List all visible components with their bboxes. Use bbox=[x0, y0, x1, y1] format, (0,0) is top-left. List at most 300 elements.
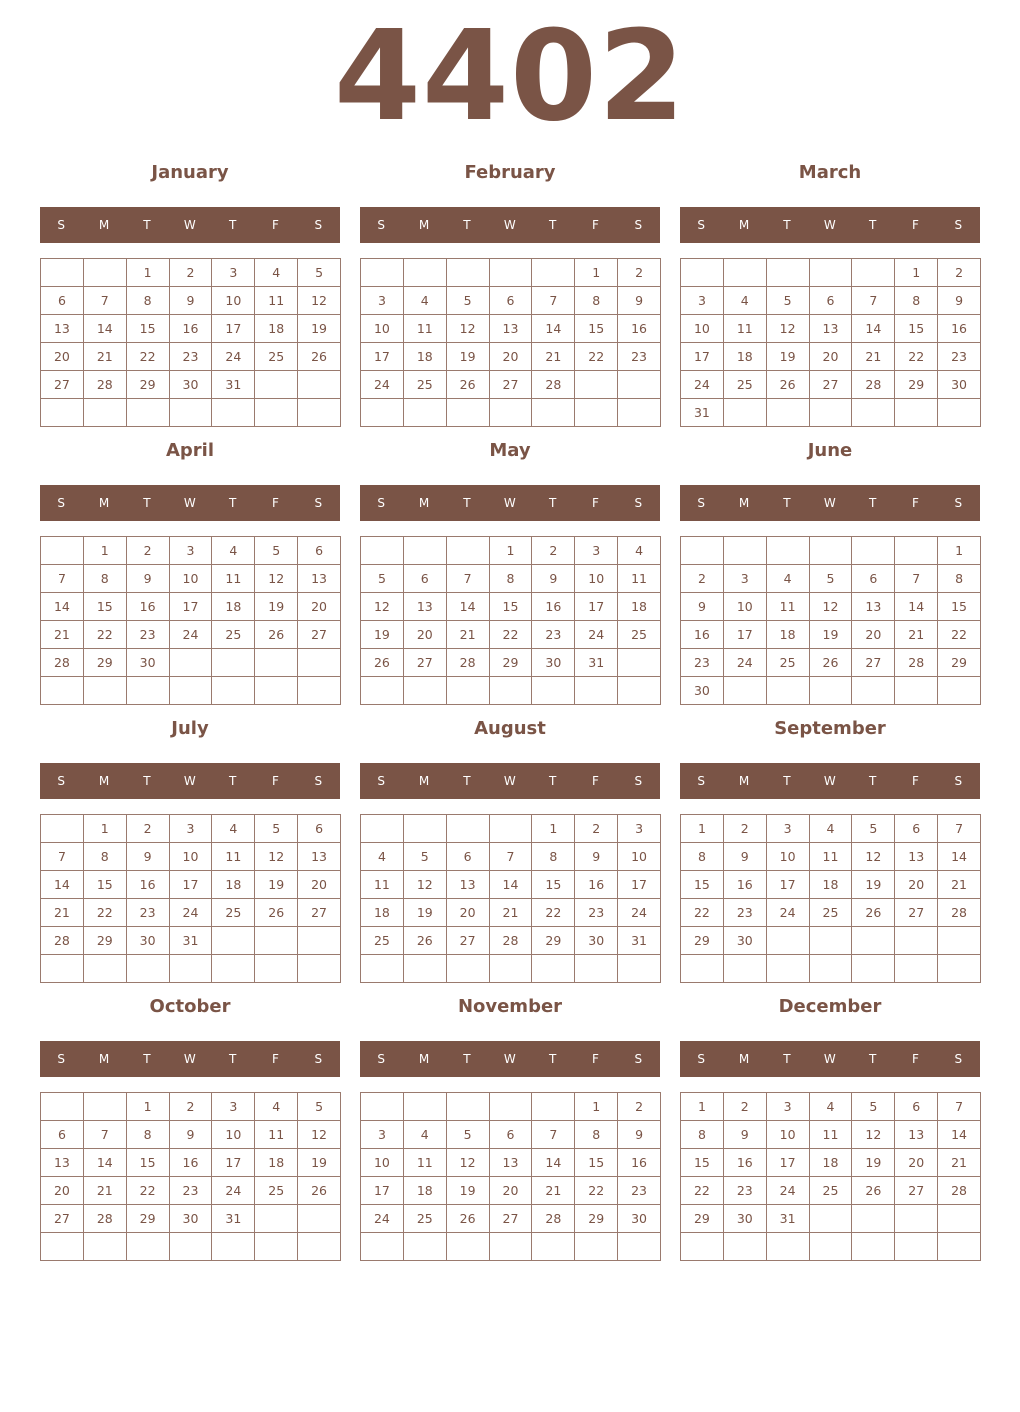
day-cell: 2 bbox=[532, 537, 575, 565]
day-cell bbox=[618, 399, 661, 427]
day-cell: 18 bbox=[255, 1149, 298, 1177]
weekday-label: S bbox=[377, 218, 386, 232]
day-cell bbox=[170, 1233, 213, 1261]
day-cell bbox=[298, 1205, 341, 1233]
day-cell bbox=[895, 927, 938, 955]
day-cell: 7 bbox=[490, 843, 533, 871]
day-cell bbox=[810, 399, 853, 427]
day-cell: 5 bbox=[361, 565, 404, 593]
day-cell: 18 bbox=[361, 899, 404, 927]
day-cell: 26 bbox=[298, 1177, 341, 1205]
day-cell bbox=[41, 1233, 84, 1261]
day-cell: 29 bbox=[681, 927, 724, 955]
day-cell: 8 bbox=[490, 565, 533, 593]
day-cell: 14 bbox=[84, 1149, 127, 1177]
day-cell: 20 bbox=[490, 343, 533, 371]
weekday-label: F bbox=[272, 218, 280, 232]
day-cell: 11 bbox=[404, 315, 447, 343]
weekday-label: T bbox=[463, 496, 472, 510]
day-cell: 28 bbox=[852, 371, 895, 399]
day-cell: 26 bbox=[447, 371, 490, 399]
day-cell: 13 bbox=[41, 315, 84, 343]
day-cell: 3 bbox=[767, 1093, 810, 1121]
day-cell: 5 bbox=[852, 1093, 895, 1121]
day-cell: 16 bbox=[724, 1149, 767, 1177]
day-cell: 19 bbox=[852, 1149, 895, 1177]
day-cell: 6 bbox=[895, 1093, 938, 1121]
weekday-label: T bbox=[228, 496, 237, 510]
day-cell: 1 bbox=[532, 815, 575, 843]
day-cell bbox=[681, 1233, 724, 1261]
day-cell: 22 bbox=[681, 1177, 724, 1205]
day-cell: 30 bbox=[724, 927, 767, 955]
day-cell bbox=[212, 1233, 255, 1261]
weekday-label: S bbox=[634, 1052, 643, 1066]
day-cell bbox=[127, 677, 170, 705]
day-cell: 3 bbox=[618, 815, 661, 843]
day-cell: 6 bbox=[41, 287, 84, 315]
day-cell bbox=[810, 1233, 853, 1261]
day-cell bbox=[212, 399, 255, 427]
day-cell: 27 bbox=[895, 899, 938, 927]
day-cell bbox=[298, 399, 341, 427]
day-cell bbox=[895, 1205, 938, 1233]
day-cell: 3 bbox=[575, 537, 618, 565]
day-cell: 4 bbox=[212, 815, 255, 843]
day-cell bbox=[895, 399, 938, 427]
day-cell: 19 bbox=[255, 593, 298, 621]
day-cell: 3 bbox=[212, 259, 255, 287]
day-cell: 23 bbox=[170, 343, 213, 371]
day-cell: 8 bbox=[575, 1121, 618, 1149]
weekday-label: S bbox=[57, 218, 66, 232]
day-cell bbox=[532, 399, 575, 427]
day-cell: 9 bbox=[724, 1121, 767, 1149]
weekday-label: T bbox=[463, 218, 472, 232]
weekday-label: S bbox=[314, 218, 323, 232]
day-cell: 18 bbox=[212, 593, 255, 621]
day-cell bbox=[447, 1233, 490, 1261]
day-cell: 21 bbox=[938, 871, 981, 899]
month-name: October bbox=[149, 996, 231, 1017]
day-cell bbox=[255, 399, 298, 427]
day-cell: 26 bbox=[447, 1205, 490, 1233]
day-cell: 14 bbox=[490, 871, 533, 899]
days-grid bbox=[680, 536, 981, 705]
day-cell bbox=[575, 371, 618, 399]
day-cell: 1 bbox=[127, 259, 170, 287]
day-cell: 29 bbox=[575, 1205, 618, 1233]
day-cell: 4 bbox=[810, 815, 853, 843]
day-cell bbox=[298, 677, 341, 705]
weekday-label: F bbox=[912, 218, 920, 232]
weekday-label: T bbox=[143, 496, 152, 510]
day-cell: 4 bbox=[618, 537, 661, 565]
weekday-label: T bbox=[783, 774, 792, 788]
day-cell: 4 bbox=[404, 1121, 447, 1149]
month-name: May bbox=[489, 440, 531, 461]
weekday-label: W bbox=[503, 218, 517, 232]
day-cell: 30 bbox=[127, 649, 170, 677]
weekday-header bbox=[360, 485, 660, 521]
day-cell: 20 bbox=[298, 593, 341, 621]
day-cell: 23 bbox=[618, 1177, 661, 1205]
day-cell: 30 bbox=[724, 1205, 767, 1233]
day-cell: 16 bbox=[575, 871, 618, 899]
day-cell: 18 bbox=[404, 343, 447, 371]
day-cell: 23 bbox=[938, 343, 981, 371]
weekday-label: T bbox=[783, 496, 792, 510]
day-cell: 7 bbox=[41, 565, 84, 593]
day-cell bbox=[41, 537, 84, 565]
weekday-header bbox=[680, 207, 980, 243]
day-cell bbox=[298, 371, 341, 399]
day-cell: 21 bbox=[447, 621, 490, 649]
day-cell bbox=[170, 677, 213, 705]
day-cell: 12 bbox=[298, 287, 341, 315]
day-cell: 7 bbox=[41, 843, 84, 871]
day-cell: 21 bbox=[41, 621, 84, 649]
day-cell: 27 bbox=[41, 371, 84, 399]
day-cell: 7 bbox=[532, 1121, 575, 1149]
day-cell bbox=[532, 1093, 575, 1121]
day-cell bbox=[767, 1233, 810, 1261]
day-cell bbox=[532, 259, 575, 287]
day-cell: 2 bbox=[127, 537, 170, 565]
weekday-label: T bbox=[228, 218, 237, 232]
day-cell: 20 bbox=[895, 871, 938, 899]
day-cell bbox=[938, 1233, 981, 1261]
day-cell: 13 bbox=[852, 593, 895, 621]
day-cell bbox=[618, 371, 661, 399]
day-cell: 22 bbox=[681, 899, 724, 927]
day-cell: 17 bbox=[681, 343, 724, 371]
weekday-label: F bbox=[592, 496, 600, 510]
day-cell: 19 bbox=[404, 899, 447, 927]
weekday-label: T bbox=[868, 774, 877, 788]
day-cell: 16 bbox=[938, 315, 981, 343]
weekday-label: F bbox=[272, 496, 280, 510]
day-cell bbox=[852, 1205, 895, 1233]
day-cell: 22 bbox=[575, 1177, 618, 1205]
day-cell: 21 bbox=[532, 343, 575, 371]
day-cell: 10 bbox=[212, 287, 255, 315]
day-cell bbox=[84, 677, 127, 705]
day-cell: 17 bbox=[618, 871, 661, 899]
day-cell bbox=[361, 815, 404, 843]
day-cell: 1 bbox=[938, 537, 981, 565]
day-cell: 31 bbox=[212, 1205, 255, 1233]
day-cell: 28 bbox=[41, 649, 84, 677]
day-cell: 11 bbox=[255, 1121, 298, 1149]
day-cell: 4 bbox=[212, 537, 255, 565]
weekday-label: W bbox=[503, 496, 517, 510]
weekday-header bbox=[680, 1041, 980, 1077]
day-cell: 13 bbox=[895, 843, 938, 871]
day-cell: 29 bbox=[490, 649, 533, 677]
day-cell: 2 bbox=[170, 259, 213, 287]
day-cell: 9 bbox=[127, 843, 170, 871]
day-cell: 1 bbox=[895, 259, 938, 287]
weekday-label: M bbox=[418, 774, 430, 788]
day-cell: 26 bbox=[852, 899, 895, 927]
month-name: December bbox=[778, 996, 882, 1017]
day-cell bbox=[490, 1093, 533, 1121]
days-grid bbox=[680, 1092, 981, 1261]
day-cell bbox=[895, 537, 938, 565]
day-cell: 12 bbox=[852, 1121, 895, 1149]
day-cell bbox=[895, 1233, 938, 1261]
day-cell bbox=[490, 955, 533, 983]
day-cell: 23 bbox=[127, 621, 170, 649]
day-cell: 15 bbox=[84, 871, 127, 899]
day-cell: 10 bbox=[767, 843, 810, 871]
day-cell: 7 bbox=[532, 287, 575, 315]
day-cell: 16 bbox=[618, 1149, 661, 1177]
day-cell: 24 bbox=[361, 371, 404, 399]
day-cell: 23 bbox=[575, 899, 618, 927]
day-cell bbox=[852, 399, 895, 427]
day-cell: 6 bbox=[490, 287, 533, 315]
day-cell: 18 bbox=[810, 1149, 853, 1177]
day-cell: 30 bbox=[170, 1205, 213, 1233]
day-cell: 16 bbox=[170, 1149, 213, 1177]
day-cell: 6 bbox=[895, 815, 938, 843]
day-cell bbox=[618, 677, 661, 705]
month-name: July bbox=[171, 718, 209, 739]
weekday-label: S bbox=[697, 218, 706, 232]
day-cell: 4 bbox=[255, 259, 298, 287]
day-cell bbox=[212, 677, 255, 705]
day-cell bbox=[41, 815, 84, 843]
day-cell bbox=[938, 955, 981, 983]
day-cell bbox=[895, 955, 938, 983]
day-cell: 25 bbox=[810, 1177, 853, 1205]
day-cell: 9 bbox=[127, 565, 170, 593]
day-cell bbox=[852, 927, 895, 955]
day-cell: 14 bbox=[447, 593, 490, 621]
day-cell: 28 bbox=[938, 1177, 981, 1205]
day-cell: 2 bbox=[724, 1093, 767, 1121]
day-cell: 30 bbox=[170, 371, 213, 399]
day-cell bbox=[938, 1205, 981, 1233]
day-cell bbox=[361, 955, 404, 983]
day-cell: 7 bbox=[84, 287, 127, 315]
day-cell: 28 bbox=[447, 649, 490, 677]
day-cell: 17 bbox=[170, 871, 213, 899]
day-cell bbox=[361, 537, 404, 565]
day-cell: 5 bbox=[852, 815, 895, 843]
day-cell: 12 bbox=[447, 1149, 490, 1177]
day-cell: 15 bbox=[681, 871, 724, 899]
day-cell: 29 bbox=[84, 649, 127, 677]
weekday-label: W bbox=[823, 496, 837, 510]
day-cell bbox=[41, 259, 84, 287]
weekday-label: M bbox=[738, 1052, 750, 1066]
day-cell bbox=[361, 259, 404, 287]
weekday-label: F bbox=[912, 496, 920, 510]
day-cell: 24 bbox=[767, 899, 810, 927]
day-cell bbox=[361, 1233, 404, 1261]
weekday-label: S bbox=[954, 1052, 963, 1066]
day-cell: 27 bbox=[810, 371, 853, 399]
day-cell: 12 bbox=[255, 565, 298, 593]
day-cell: 11 bbox=[404, 1149, 447, 1177]
day-cell bbox=[404, 399, 447, 427]
day-cell: 12 bbox=[447, 315, 490, 343]
day-cell: 16 bbox=[532, 593, 575, 621]
day-cell bbox=[767, 955, 810, 983]
day-cell: 18 bbox=[724, 343, 767, 371]
day-cell: 5 bbox=[255, 815, 298, 843]
day-cell: 20 bbox=[852, 621, 895, 649]
weekday-label: S bbox=[57, 496, 66, 510]
day-cell bbox=[532, 677, 575, 705]
day-cell: 25 bbox=[767, 649, 810, 677]
month-name: November bbox=[457, 996, 563, 1017]
day-cell: 20 bbox=[895, 1149, 938, 1177]
day-cell: 13 bbox=[490, 1149, 533, 1177]
day-cell: 18 bbox=[255, 315, 298, 343]
day-cell: 5 bbox=[810, 565, 853, 593]
day-cell: 14 bbox=[938, 1121, 981, 1149]
day-cell: 13 bbox=[895, 1121, 938, 1149]
day-cell: 20 bbox=[41, 343, 84, 371]
weekday-label: S bbox=[377, 496, 386, 510]
day-cell: 6 bbox=[298, 537, 341, 565]
day-cell: 9 bbox=[618, 287, 661, 315]
weekday-label: S bbox=[314, 1052, 323, 1066]
day-cell: 15 bbox=[127, 315, 170, 343]
days-grid bbox=[40, 1092, 341, 1261]
day-cell: 19 bbox=[852, 871, 895, 899]
month-name: August bbox=[474, 718, 546, 739]
day-cell: 3 bbox=[724, 565, 767, 593]
weekday-label: S bbox=[57, 774, 66, 788]
weekday-label: S bbox=[954, 218, 963, 232]
day-cell: 20 bbox=[404, 621, 447, 649]
day-cell bbox=[724, 955, 767, 983]
weekday-label: T bbox=[143, 218, 152, 232]
day-cell: 27 bbox=[490, 1205, 533, 1233]
day-cell: 22 bbox=[84, 899, 127, 927]
day-cell: 29 bbox=[532, 927, 575, 955]
day-cell: 1 bbox=[84, 815, 127, 843]
weekday-label: S bbox=[377, 1052, 386, 1066]
day-cell: 30 bbox=[575, 927, 618, 955]
weekday-label: W bbox=[183, 496, 197, 510]
day-cell bbox=[852, 955, 895, 983]
day-cell: 16 bbox=[618, 315, 661, 343]
weekday-label: T bbox=[548, 1052, 557, 1066]
day-cell: 2 bbox=[127, 815, 170, 843]
day-cell: 1 bbox=[490, 537, 533, 565]
day-cell bbox=[41, 399, 84, 427]
day-cell: 2 bbox=[575, 815, 618, 843]
day-cell bbox=[532, 1233, 575, 1261]
day-cell: 23 bbox=[170, 1177, 213, 1205]
day-cell: 30 bbox=[681, 677, 724, 705]
day-cell bbox=[618, 1233, 661, 1261]
day-cell: 19 bbox=[298, 315, 341, 343]
day-cell bbox=[255, 1205, 298, 1233]
weekday-label: S bbox=[634, 218, 643, 232]
day-cell bbox=[447, 259, 490, 287]
day-cell: 31 bbox=[170, 927, 213, 955]
day-cell: 14 bbox=[41, 871, 84, 899]
day-cell: 22 bbox=[938, 621, 981, 649]
day-cell: 14 bbox=[938, 843, 981, 871]
weekday-header bbox=[680, 485, 980, 521]
day-cell bbox=[810, 1205, 853, 1233]
weekday-label: S bbox=[377, 774, 386, 788]
weekday-label: M bbox=[98, 496, 110, 510]
day-cell bbox=[41, 955, 84, 983]
day-cell: 25 bbox=[361, 927, 404, 955]
day-cell: 17 bbox=[575, 593, 618, 621]
weekday-label: M bbox=[738, 218, 750, 232]
day-cell: 27 bbox=[852, 649, 895, 677]
day-cell: 10 bbox=[724, 593, 767, 621]
weekday-label: T bbox=[548, 496, 557, 510]
day-cell bbox=[447, 677, 490, 705]
days-grid bbox=[680, 258, 981, 427]
weekday-label: M bbox=[738, 496, 750, 510]
day-cell: 14 bbox=[852, 315, 895, 343]
day-cell bbox=[255, 649, 298, 677]
day-cell: 18 bbox=[212, 871, 255, 899]
day-cell: 12 bbox=[361, 593, 404, 621]
day-cell bbox=[681, 537, 724, 565]
day-cell bbox=[810, 955, 853, 983]
day-cell: 23 bbox=[681, 649, 724, 677]
weekday-header bbox=[680, 763, 980, 799]
weekday-header bbox=[40, 1041, 340, 1077]
day-cell: 27 bbox=[41, 1205, 84, 1233]
day-cell: 30 bbox=[938, 371, 981, 399]
month-name: April bbox=[165, 440, 215, 461]
day-cell bbox=[255, 927, 298, 955]
day-cell: 21 bbox=[84, 1177, 127, 1205]
day-cell bbox=[532, 955, 575, 983]
day-cell: 9 bbox=[575, 843, 618, 871]
day-cell bbox=[767, 399, 810, 427]
day-cell: 5 bbox=[298, 1093, 341, 1121]
day-cell: 7 bbox=[938, 1093, 981, 1121]
day-cell: 10 bbox=[361, 315, 404, 343]
weekday-label: F bbox=[592, 1052, 600, 1066]
weekday-label: W bbox=[183, 1052, 197, 1066]
day-cell bbox=[41, 677, 84, 705]
day-cell: 19 bbox=[810, 621, 853, 649]
day-cell bbox=[255, 677, 298, 705]
weekday-label: T bbox=[463, 1052, 472, 1066]
day-cell: 3 bbox=[361, 1121, 404, 1149]
weekday-label: S bbox=[697, 1052, 706, 1066]
day-cell: 27 bbox=[404, 649, 447, 677]
day-cell: 24 bbox=[361, 1205, 404, 1233]
day-cell: 3 bbox=[767, 815, 810, 843]
day-cell: 13 bbox=[41, 1149, 84, 1177]
days-grid bbox=[40, 258, 341, 427]
weekday-header bbox=[360, 763, 660, 799]
weekday-label: M bbox=[98, 218, 110, 232]
day-cell: 1 bbox=[575, 259, 618, 287]
day-cell: 9 bbox=[170, 1121, 213, 1149]
month-name: June bbox=[807, 440, 853, 461]
day-cell: 30 bbox=[618, 1205, 661, 1233]
day-cell: 13 bbox=[490, 315, 533, 343]
